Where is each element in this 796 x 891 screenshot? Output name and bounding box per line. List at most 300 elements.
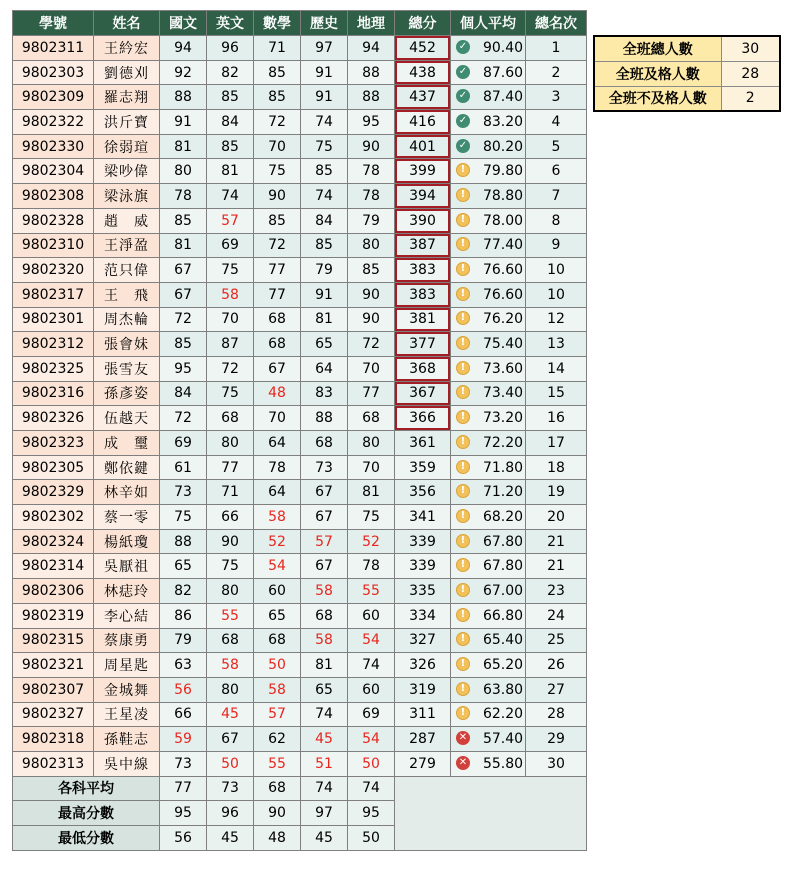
chinese-score-cell[interactable]: 81	[160, 134, 207, 159]
average-cell[interactable]	[451, 653, 526, 678]
average-cell[interactable]	[451, 134, 526, 159]
average-cell[interactable]	[451, 332, 526, 357]
average-cell[interactable]	[451, 751, 526, 776]
total-score-cell[interactable]: 401	[395, 134, 451, 159]
student-name-cell[interactable]: 周杰輪	[94, 307, 160, 332]
student-name-cell[interactable]: 孫鞋志	[94, 727, 160, 752]
history-score-cell[interactable]: 51	[301, 751, 348, 776]
student-id-cell[interactable]: 9802319	[13, 603, 94, 628]
rank-cell[interactable]: 18	[526, 455, 587, 480]
english-score-cell[interactable]: 77	[207, 455, 254, 480]
chinese-score-cell[interactable]: 75	[160, 505, 207, 530]
student-name-cell[interactable]: 吳厭祖	[94, 554, 160, 579]
english-score-cell[interactable]: 80	[207, 677, 254, 702]
stat-label-passing-students[interactable]: 全班及格人數	[594, 61, 721, 86]
chinese-score-cell[interactable]: 92	[160, 60, 207, 85]
geography-score-cell[interactable]: 81	[348, 480, 395, 505]
average-cell[interactable]	[451, 431, 526, 456]
rank-cell[interactable]: 10	[526, 282, 587, 307]
geography-score-cell[interactable]: 95	[348, 110, 395, 135]
total-score-cell[interactable]: 438	[395, 60, 451, 85]
history-score-cell[interactable]: 85	[301, 233, 348, 258]
student-id-cell[interactable]: 9802308	[13, 184, 94, 209]
geography-score-cell[interactable]: 60	[348, 603, 395, 628]
total-score-cell[interactable]: 383	[395, 258, 451, 283]
history-score-cell[interactable]: 74	[301, 110, 348, 135]
student-name-cell[interactable]: 范只偉	[94, 258, 160, 283]
english-score-cell[interactable]: 55	[207, 603, 254, 628]
history-score-cell[interactable]: 45	[301, 727, 348, 752]
average-cell[interactable]	[451, 603, 526, 628]
math-score-cell[interactable]: 75	[254, 159, 301, 184]
geography-summary-cell[interactable]: 74	[348, 776, 395, 801]
geography-score-cell[interactable]: 94	[348, 36, 395, 61]
history-score-cell[interactable]: 91	[301, 282, 348, 307]
header-total[interactable]: 總分	[395, 11, 451, 36]
total-score-cell[interactable]: 311	[395, 702, 451, 727]
average-cell[interactable]	[451, 208, 526, 233]
history-score-cell[interactable]: 79	[301, 258, 348, 283]
rank-cell[interactable]: 21	[526, 554, 587, 579]
chinese-score-cell[interactable]: 85	[160, 332, 207, 357]
chinese-score-cell[interactable]: 59	[160, 727, 207, 752]
total-score-cell[interactable]: 326	[395, 653, 451, 678]
math-summary-cell[interactable]: 48	[254, 826, 301, 851]
student-name-cell[interactable]: 梁泳旗	[94, 184, 160, 209]
student-id-cell[interactable]: 9802305	[13, 455, 94, 480]
chinese-summary-cell[interactable]: 77	[160, 776, 207, 801]
chinese-score-cell[interactable]: 81	[160, 233, 207, 258]
english-summary-cell[interactable]: 73	[207, 776, 254, 801]
student-id-cell[interactable]: 9802304	[13, 159, 94, 184]
total-score-cell[interactable]: 279	[395, 751, 451, 776]
student-name-cell[interactable]: 吳中線	[94, 751, 160, 776]
total-score-cell[interactable]: 394	[395, 184, 451, 209]
chinese-score-cell[interactable]: 61	[160, 455, 207, 480]
math-score-cell[interactable]: 55	[254, 751, 301, 776]
student-id-cell[interactable]: 9802312	[13, 332, 94, 357]
chinese-score-cell[interactable]: 67	[160, 258, 207, 283]
english-score-cell[interactable]: 68	[207, 628, 254, 653]
history-score-cell[interactable]: 81	[301, 307, 348, 332]
history-score-cell[interactable]: 57	[301, 529, 348, 554]
total-score-cell[interactable]: 335	[395, 579, 451, 604]
student-name-cell[interactable]: 李心結	[94, 603, 160, 628]
geography-score-cell[interactable]: 50	[348, 751, 395, 776]
stat-value-failing-students[interactable]: 2	[721, 86, 780, 111]
student-name-cell[interactable]: 蔡一零	[94, 505, 160, 530]
header-name[interactable]: 姓名	[94, 11, 160, 36]
student-id-cell[interactable]: 9802320	[13, 258, 94, 283]
math-score-cell[interactable]: 71	[254, 36, 301, 61]
rank-cell[interactable]: 9	[526, 233, 587, 258]
average-cell[interactable]	[451, 36, 526, 61]
average-cell[interactable]	[451, 554, 526, 579]
student-name-cell[interactable]: 張雪友	[94, 356, 160, 381]
math-score-cell[interactable]: 62	[254, 727, 301, 752]
student-name-cell[interactable]: 趙 威	[94, 208, 160, 233]
header-history[interactable]: 歷史	[301, 11, 348, 36]
math-score-cell[interactable]: 58	[254, 505, 301, 530]
geography-score-cell[interactable]: 55	[348, 579, 395, 604]
english-score-cell[interactable]: 45	[207, 702, 254, 727]
rank-cell[interactable]: 28	[526, 702, 587, 727]
rank-cell[interactable]: 8	[526, 208, 587, 233]
student-id-cell[interactable]: 9802310	[13, 233, 94, 258]
history-summary-cell[interactable]: 97	[301, 801, 348, 826]
chinese-score-cell[interactable]: 72	[160, 406, 207, 431]
chinese-score-cell[interactable]: 95	[160, 356, 207, 381]
chinese-score-cell[interactable]: 69	[160, 431, 207, 456]
total-score-cell[interactable]: 377	[395, 332, 451, 357]
summary-label-cell[interactable]: 最低分數	[13, 826, 160, 851]
rank-cell[interactable]: 25	[526, 628, 587, 653]
history-score-cell[interactable]: 85	[301, 159, 348, 184]
student-name-cell[interactable]: 成 璽	[94, 431, 160, 456]
average-cell[interactable]	[451, 455, 526, 480]
rank-cell[interactable]: 17	[526, 431, 587, 456]
math-score-cell[interactable]: 60	[254, 579, 301, 604]
chinese-score-cell[interactable]: 94	[160, 36, 207, 61]
english-score-cell[interactable]: 66	[207, 505, 254, 530]
student-id-cell[interactable]: 9802302	[13, 505, 94, 530]
total-score-cell[interactable]: 383	[395, 282, 451, 307]
rank-cell[interactable]: 10	[526, 258, 587, 283]
english-score-cell[interactable]: 96	[207, 36, 254, 61]
average-cell[interactable]	[451, 184, 526, 209]
student-name-cell[interactable]: 蔡康勇	[94, 628, 160, 653]
student-name-cell[interactable]: 羅志翔	[94, 85, 160, 110]
history-score-cell[interactable]: 64	[301, 356, 348, 381]
chinese-summary-cell[interactable]: 56	[160, 826, 207, 851]
history-score-cell[interactable]: 58	[301, 628, 348, 653]
geography-score-cell[interactable]: 54	[348, 727, 395, 752]
header-average[interactable]: 個人平均	[451, 11, 526, 36]
rank-cell[interactable]: 21	[526, 529, 587, 554]
total-score-cell[interactable]: 339	[395, 529, 451, 554]
math-score-cell[interactable]: 64	[254, 480, 301, 505]
rank-cell[interactable]: 12	[526, 307, 587, 332]
student-id-cell[interactable]: 9802330	[13, 134, 94, 159]
chinese-score-cell[interactable]: 72	[160, 307, 207, 332]
chinese-score-cell[interactable]: 63	[160, 653, 207, 678]
english-summary-cell[interactable]: 45	[207, 826, 254, 851]
total-score-cell[interactable]: 334	[395, 603, 451, 628]
rank-cell[interactable]: 19	[526, 480, 587, 505]
history-score-cell[interactable]: 91	[301, 60, 348, 85]
total-score-cell[interactable]: 356	[395, 480, 451, 505]
average-cell[interactable]	[451, 233, 526, 258]
student-id-cell[interactable]: 9802321	[13, 653, 94, 678]
chinese-score-cell[interactable]: 85	[160, 208, 207, 233]
student-name-cell[interactable]: 梁吵偉	[94, 159, 160, 184]
english-score-cell[interactable]: 82	[207, 60, 254, 85]
student-name-cell[interactable]: 王 飛	[94, 282, 160, 307]
history-summary-cell[interactable]: 45	[301, 826, 348, 851]
geography-score-cell[interactable]: 70	[348, 455, 395, 480]
total-score-cell[interactable]: 361	[395, 431, 451, 456]
summary-label-cell[interactable]: 各科平均	[13, 776, 160, 801]
student-name-cell[interactable]: 伍越天	[94, 406, 160, 431]
stat-value-passing-students[interactable]: 28	[721, 61, 780, 86]
student-id-cell[interactable]: 9802313	[13, 751, 94, 776]
rank-cell[interactable]: 7	[526, 184, 587, 209]
history-score-cell[interactable]: 65	[301, 677, 348, 702]
average-cell[interactable]	[451, 480, 526, 505]
chinese-score-cell[interactable]: 73	[160, 480, 207, 505]
average-cell[interactable]	[451, 110, 526, 135]
average-cell[interactable]	[451, 677, 526, 702]
geography-score-cell[interactable]: 90	[348, 282, 395, 307]
total-score-cell[interactable]: 367	[395, 381, 451, 406]
total-score-cell[interactable]: 390	[395, 208, 451, 233]
student-id-cell[interactable]: 9802323	[13, 431, 94, 456]
math-summary-cell[interactable]: 68	[254, 776, 301, 801]
rank-cell[interactable]: 14	[526, 356, 587, 381]
chinese-score-cell[interactable]: 86	[160, 603, 207, 628]
chinese-score-cell[interactable]: 84	[160, 381, 207, 406]
geography-score-cell[interactable]: 54	[348, 628, 395, 653]
average-cell[interactable]	[451, 258, 526, 283]
header-geography[interactable]: 地理	[348, 11, 395, 36]
english-score-cell[interactable]: 75	[207, 554, 254, 579]
student-id-cell[interactable]: 9802327	[13, 702, 94, 727]
header-math[interactable]: 數學	[254, 11, 301, 36]
student-name-cell[interactable]: 王星凌	[94, 702, 160, 727]
chinese-score-cell[interactable]: 88	[160, 529, 207, 554]
history-score-cell[interactable]: 75	[301, 134, 348, 159]
rank-cell[interactable]: 6	[526, 159, 587, 184]
english-score-cell[interactable]: 70	[207, 307, 254, 332]
rank-cell[interactable]: 4	[526, 110, 587, 135]
math-score-cell[interactable]: 68	[254, 332, 301, 357]
student-id-cell[interactable]: 9802328	[13, 208, 94, 233]
math-summary-cell[interactable]: 90	[254, 801, 301, 826]
student-id-cell[interactable]: 9802309	[13, 85, 94, 110]
student-name-cell[interactable]: 王紟宏	[94, 36, 160, 61]
total-score-cell[interactable]: 319	[395, 677, 451, 702]
chinese-summary-cell[interactable]: 95	[160, 801, 207, 826]
student-id-cell[interactable]: 9802314	[13, 554, 94, 579]
total-score-cell[interactable]: 437	[395, 85, 451, 110]
history-score-cell[interactable]: 68	[301, 431, 348, 456]
average-cell[interactable]	[451, 381, 526, 406]
geography-score-cell[interactable]: 88	[348, 60, 395, 85]
total-score-cell[interactable]: 366	[395, 406, 451, 431]
rank-cell[interactable]: 5	[526, 134, 587, 159]
math-score-cell[interactable]: 77	[254, 258, 301, 283]
summary-label-cell[interactable]: 最高分數	[13, 801, 160, 826]
average-cell[interactable]	[451, 356, 526, 381]
student-name-cell[interactable]: 徐弱瑄	[94, 134, 160, 159]
header-student-id[interactable]: 學號	[13, 11, 94, 36]
math-score-cell[interactable]: 77	[254, 282, 301, 307]
student-id-cell[interactable]: 9802301	[13, 307, 94, 332]
total-score-cell[interactable]: 387	[395, 233, 451, 258]
history-score-cell[interactable]: 65	[301, 332, 348, 357]
rank-cell[interactable]: 3	[526, 85, 587, 110]
math-score-cell[interactable]: 72	[254, 110, 301, 135]
math-score-cell[interactable]: 85	[254, 208, 301, 233]
rank-cell[interactable]: 23	[526, 579, 587, 604]
math-score-cell[interactable]: 70	[254, 406, 301, 431]
student-id-cell[interactable]: 9802315	[13, 628, 94, 653]
english-score-cell[interactable]: 75	[207, 381, 254, 406]
rank-cell[interactable]: 24	[526, 603, 587, 628]
english-summary-cell[interactable]: 96	[207, 801, 254, 826]
english-score-cell[interactable]: 58	[207, 282, 254, 307]
english-score-cell[interactable]: 90	[207, 529, 254, 554]
student-name-cell[interactable]: 金城舞	[94, 677, 160, 702]
english-score-cell[interactable]: 84	[207, 110, 254, 135]
average-cell[interactable]	[451, 85, 526, 110]
rank-cell[interactable]: 1	[526, 36, 587, 61]
header-chinese[interactable]: 國文	[160, 11, 207, 36]
geography-score-cell[interactable]: 79	[348, 208, 395, 233]
chinese-score-cell[interactable]: 80	[160, 159, 207, 184]
student-id-cell[interactable]: 9802324	[13, 529, 94, 554]
student-id-cell[interactable]: 9802311	[13, 36, 94, 61]
english-score-cell[interactable]: 69	[207, 233, 254, 258]
math-score-cell[interactable]: 50	[254, 653, 301, 678]
history-score-cell[interactable]: 84	[301, 208, 348, 233]
english-score-cell[interactable]: 80	[207, 431, 254, 456]
history-score-cell[interactable]: 74	[301, 184, 348, 209]
geography-score-cell[interactable]: 72	[348, 332, 395, 357]
chinese-score-cell[interactable]: 73	[160, 751, 207, 776]
average-cell[interactable]	[451, 702, 526, 727]
stat-label-failing-students[interactable]: 全班不及格人數	[594, 86, 721, 111]
history-score-cell[interactable]: 58	[301, 579, 348, 604]
student-name-cell[interactable]: 孫彥姿	[94, 381, 160, 406]
math-score-cell[interactable]: 67	[254, 356, 301, 381]
english-score-cell[interactable]: 85	[207, 85, 254, 110]
rank-cell[interactable]: 16	[526, 406, 587, 431]
student-id-cell[interactable]: 9802307	[13, 677, 94, 702]
student-name-cell[interactable]: 楊紙瓊	[94, 529, 160, 554]
total-score-cell[interactable]: 287	[395, 727, 451, 752]
history-score-cell[interactable]: 97	[301, 36, 348, 61]
total-score-cell[interactable]: 341	[395, 505, 451, 530]
geography-score-cell[interactable]: 80	[348, 233, 395, 258]
history-score-cell[interactable]: 74	[301, 702, 348, 727]
header-english[interactable]: 英文	[207, 11, 254, 36]
student-name-cell[interactable]: 王淨盈	[94, 233, 160, 258]
header-rank[interactable]: 總名次	[526, 11, 587, 36]
geography-score-cell[interactable]: 80	[348, 431, 395, 456]
english-score-cell[interactable]: 50	[207, 751, 254, 776]
history-score-cell[interactable]: 67	[301, 480, 348, 505]
student-name-cell[interactable]: 洪斤寶	[94, 110, 160, 135]
geography-score-cell[interactable]: 78	[348, 159, 395, 184]
geography-score-cell[interactable]: 69	[348, 702, 395, 727]
english-score-cell[interactable]: 80	[207, 579, 254, 604]
rank-cell[interactable]: 29	[526, 727, 587, 752]
total-score-cell[interactable]: 359	[395, 455, 451, 480]
total-score-cell[interactable]: 368	[395, 356, 451, 381]
math-score-cell[interactable]: 85	[254, 85, 301, 110]
geography-score-cell[interactable]: 90	[348, 307, 395, 332]
math-score-cell[interactable]: 72	[254, 233, 301, 258]
geography-score-cell[interactable]: 74	[348, 653, 395, 678]
geography-score-cell[interactable]: 52	[348, 529, 395, 554]
history-score-cell[interactable]: 67	[301, 505, 348, 530]
english-score-cell[interactable]: 85	[207, 134, 254, 159]
english-score-cell[interactable]: 68	[207, 406, 254, 431]
rank-cell[interactable]: 20	[526, 505, 587, 530]
math-score-cell[interactable]: 70	[254, 134, 301, 159]
history-score-cell[interactable]: 73	[301, 455, 348, 480]
student-id-cell[interactable]: 9802329	[13, 480, 94, 505]
geography-score-cell[interactable]: 68	[348, 406, 395, 431]
chinese-score-cell[interactable]: 91	[160, 110, 207, 135]
student-name-cell[interactable]: 林辛如	[94, 480, 160, 505]
total-score-cell[interactable]: 399	[395, 159, 451, 184]
geography-score-cell[interactable]: 75	[348, 505, 395, 530]
geography-score-cell[interactable]: 77	[348, 381, 395, 406]
math-score-cell[interactable]: 57	[254, 702, 301, 727]
student-name-cell[interactable]: 周星匙	[94, 653, 160, 678]
geography-score-cell[interactable]: 90	[348, 134, 395, 159]
geography-summary-cell[interactable]: 50	[348, 826, 395, 851]
geography-score-cell[interactable]: 78	[348, 554, 395, 579]
total-score-cell[interactable]: 381	[395, 307, 451, 332]
average-cell[interactable]	[451, 579, 526, 604]
chinese-score-cell[interactable]: 56	[160, 677, 207, 702]
english-score-cell[interactable]: 74	[207, 184, 254, 209]
math-score-cell[interactable]: 85	[254, 60, 301, 85]
english-score-cell[interactable]: 57	[207, 208, 254, 233]
math-score-cell[interactable]: 68	[254, 628, 301, 653]
chinese-score-cell[interactable]: 88	[160, 85, 207, 110]
rank-cell[interactable]: 26	[526, 653, 587, 678]
average-cell[interactable]	[451, 406, 526, 431]
student-name-cell[interactable]: 鄭依鍵	[94, 455, 160, 480]
history-score-cell[interactable]: 81	[301, 653, 348, 678]
math-score-cell[interactable]: 48	[254, 381, 301, 406]
stat-value-total-students[interactable]: 30	[721, 36, 780, 61]
rank-cell[interactable]: 13	[526, 332, 587, 357]
total-score-cell[interactable]: 416	[395, 110, 451, 135]
rank-cell[interactable]: 15	[526, 381, 587, 406]
total-score-cell[interactable]: 339	[395, 554, 451, 579]
history-summary-cell[interactable]: 74	[301, 776, 348, 801]
english-score-cell[interactable]: 67	[207, 727, 254, 752]
history-score-cell[interactable]: 68	[301, 603, 348, 628]
history-score-cell[interactable]: 83	[301, 381, 348, 406]
student-name-cell[interactable]: 張會妹	[94, 332, 160, 357]
english-score-cell[interactable]: 72	[207, 356, 254, 381]
geography-score-cell[interactable]: 85	[348, 258, 395, 283]
student-id-cell[interactable]: 9802318	[13, 727, 94, 752]
geography-score-cell[interactable]: 88	[348, 85, 395, 110]
chinese-score-cell[interactable]: 66	[160, 702, 207, 727]
average-cell[interactable]	[451, 60, 526, 85]
average-cell[interactable]	[451, 159, 526, 184]
student-name-cell[interactable]: 林痣玲	[94, 579, 160, 604]
student-id-cell[interactable]: 9802322	[13, 110, 94, 135]
average-cell[interactable]	[451, 529, 526, 554]
english-score-cell[interactable]: 75	[207, 258, 254, 283]
chinese-score-cell[interactable]: 82	[160, 579, 207, 604]
student-id-cell[interactable]: 9802303	[13, 60, 94, 85]
average-cell[interactable]	[451, 727, 526, 752]
chinese-score-cell[interactable]: 65	[160, 554, 207, 579]
stat-label-total-students[interactable]: 全班總人數	[594, 36, 721, 61]
student-id-cell[interactable]: 9802316	[13, 381, 94, 406]
english-score-cell[interactable]: 81	[207, 159, 254, 184]
english-score-cell[interactable]: 87	[207, 332, 254, 357]
